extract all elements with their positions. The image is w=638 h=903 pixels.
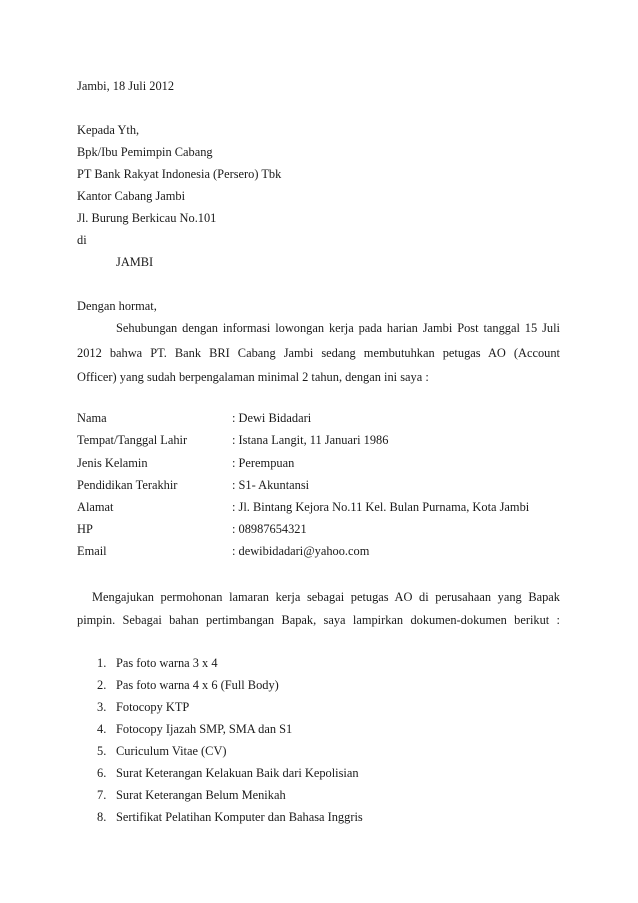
detail-value: : S1- Akuntansi [232,478,310,492]
list-item: Pas foto warna 4 x 6 (Full Body) [116,678,279,692]
detail-label: Pendidikan Terakhir [77,478,178,492]
list-item: Sertifikat Pelatihan Komputer dan Bahasa Inggris [116,810,363,824]
detail-value: : dewibidadari@yahoo.com [232,544,370,558]
detail-value: : Perempuan [232,456,295,470]
application-line-2: pimpin. Sebagai bahan pertimbangan Bapak, saya lampirkan dokumen-dokumen berikut : [77,613,560,627]
detail-label: Jenis Kelamin [77,456,148,470]
list-item: Surat Keterangan Belum Menikah [116,788,286,802]
detail-value: : 08987654321 [232,522,307,536]
detail-value: : Dewi Bidadari [232,411,312,425]
list-item: Fotocopy KTP [116,700,190,714]
intro-line-1: Sehubungan dengan informasi lowongan kerja pada harian Jambi Post tanggal 15 Juli [116,321,560,335]
recipient-line-5: di [77,233,87,247]
recipient-line-3: Kantor Cabang Jambi [77,189,186,203]
recipient-salutation: Kepada Yth, [77,123,140,137]
letter-date: Jambi, 18 Juli 2012 [77,79,175,93]
detail-label: Tempat/Tanggal Lahir [77,433,188,447]
list-item: Pas foto warna 3 x 4 [116,656,218,670]
recipient-line-4: Jl. Burung Berkicau No.101 [77,211,217,225]
list-item-number: 5. [97,744,107,758]
intro-line-3: Officer) yang sudah berpengalaman minimal 2 tahun, dengan ini saya : [77,370,429,384]
recipient-city: JAMBI [116,255,154,269]
detail-label: Email [77,544,107,558]
list-item: Surat Keterangan Kelakuan Baik dari Kepolisian [116,766,359,780]
list-item-number: 1. [97,656,107,670]
list-item-number: 2. [97,678,107,692]
list-item-number: 7. [97,788,107,802]
recipient-line-1: Bpk/Ibu Pemimpin Cabang [77,145,213,159]
detail-label: HP [77,522,93,536]
application-line-1: Mengajukan permohonan lamaran kerja sebagai petugas AO di perusahaan yang Bapak [92,590,560,604]
greeting: Dengan hormat, [77,299,157,313]
list-item-number: 8. [97,810,107,824]
detail-value: : Istana Langit, 11 Januari 1986 [232,433,389,447]
list-item-number: 4. [97,722,107,736]
detail-value: : Jl. Bintang Kejora No.11 Kel. Bulan Purnama, Kota Jambi [232,500,530,514]
detail-label: Nama [77,411,107,425]
detail-label: Alamat [77,500,114,514]
list-item-number: 6. [97,766,107,780]
list-item-number: 3. [97,700,107,714]
intro-line-2: 2012 bahwa PT. Bank BRI Cabang Jambi sedang membutuhkan petugas AO (Account [77,346,560,360]
recipient-line-2: PT Bank Rakyat Indonesia (Persero) Tbk [77,167,282,181]
list-item: Curiculum Vitae (CV) [116,744,227,758]
list-item: Fotocopy Ijazah SMP, SMA dan S1 [116,722,293,736]
